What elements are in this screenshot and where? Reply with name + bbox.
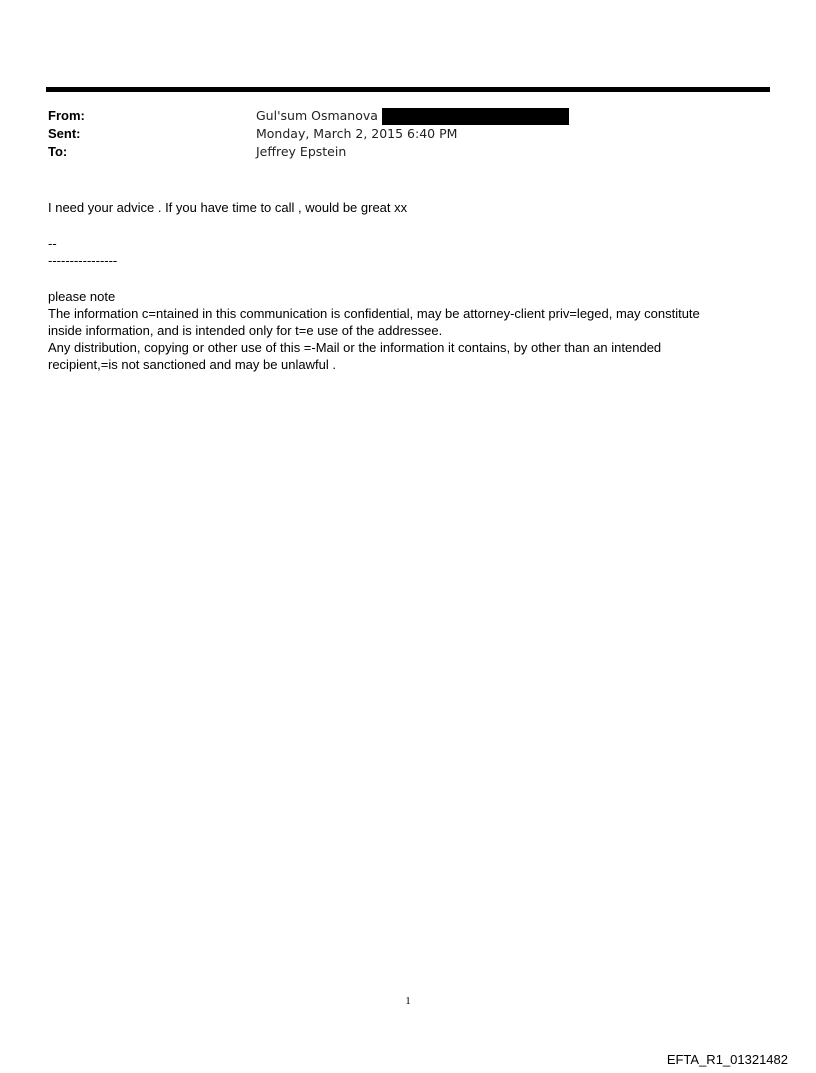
disclaimer-line: Any distribution, copying or other use of this =-Mail or the information it contains, by other than an intended [48,340,662,355]
message-body [48,199,768,216]
to-row [48,143,748,161]
message-text: I need your advice . If you have time to call , would be great xx [48,200,408,215]
sent-label: Sent: [48,126,81,141]
email-header [48,107,748,161]
disclaimer-block [48,288,768,373]
signature-dash-short: -- [48,236,57,251]
to-label: To: [48,144,68,159]
from-value [256,107,569,125]
disclaimer-line: recipient,=is not sanctioned and may be unlawful . [48,357,336,372]
redaction-box [382,108,569,125]
sender-name: Gul'sum Osmanova [256,108,378,123]
header-divider [46,87,770,92]
from-row [48,107,748,125]
sent-row [48,125,748,143]
signature-dash-long: ---------------- [48,253,118,268]
page-number: 1 [405,995,411,1007]
disclaimer-line: The information c=ntained in this communication is confidential, may be attorney-client priv=leged, may constitute [48,306,700,321]
disclaimer-line: inside information, and is intended only for t=e use of the addressee. [48,323,443,338]
sent-value: Monday, March 2, 2015 6:40 PM [256,126,458,141]
to-value: Jeffrey Epstein [256,144,347,159]
document-id: EFTA_R1_01321482 [666,1052,788,1067]
signature-separator [48,235,768,269]
note-title: please note [48,289,116,304]
from-label: From: [48,108,85,123]
